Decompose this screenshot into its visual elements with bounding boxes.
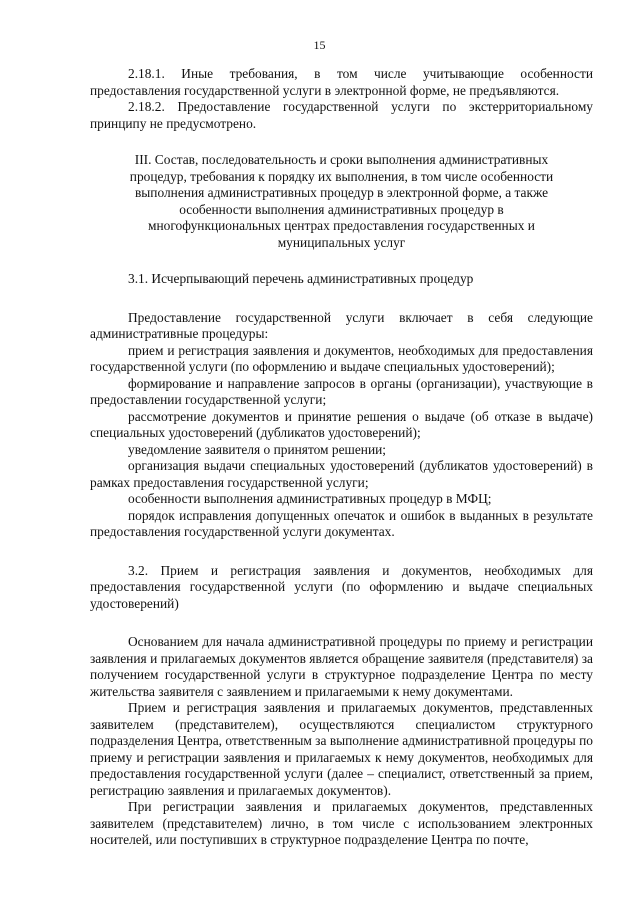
procedure-item: особенности выполнения административных процедур в МФЦ;	[128, 491, 492, 506]
procedure-item: организация выдачи специальных удостоверений (дубликатов удостоверений) в рамках предоставления государственной услуги;	[90, 458, 593, 490]
paragraph-reception: Прием и регистрация заявления и прилагаемых документов, представленных заявителем (представителем), осуществляются специалистом структурного подразделения Центра, ответственным за выполнение административной процедуры по приему и регистрации заявления и прилагаемых к нему документов, необходимых для предоставления государственной услуги (далее – специалист, ответственный за прием, регистрацию заявления и прилагаемых документов).	[90, 700, 593, 798]
paragraph-registration: При регистрации заявления и прилагаемых документов, представленных заявителем (представителем) лично, в том числе с использованием электронных носителей, или поступивших в структурное подразделение Центра по почте,	[90, 799, 593, 847]
procedure-item: формирование и направление запросов в органы (организации), участвующие в предоставлении государственной услуги;	[90, 375, 593, 407]
paragraph-2-18-2: 2.18.2. Предоставление государственной услуги по экстерриториальному принципу не предусмотрено.	[90, 99, 593, 131]
procedure-item: прием и регистрация заявления и документов, необходимых для предоставления государственной услуги (по оформлению и выдаче специальных удостоверений);	[90, 342, 593, 374]
document-body	[90, 66, 593, 849]
paragraph-2-18-1: 2.18.1. Иные требования, в том числе учитывающие особенности предоставления государственной услуги в электронной форме, не предъявляются.	[90, 66, 593, 98]
subsection-heading-3-2: 3.2. Прием и регистрация заявления и документов, необходимых для предоставления государственной услуги (по оформлению и выдаче специальных удостоверений)	[90, 562, 593, 611]
paragraph-basis: Основанием для начала административной процедуры по приему и регистрации заявления и прилагаемых документов является обращение заявителя (представителя) за получением государственной услуги в структурное подразделение Центра по месту жительства заявителя с заявлением и прилагаемыми к нему документами.	[90, 634, 593, 699]
procedure-item: уведомление заявителя о принятом решении;	[128, 441, 386, 457]
section-heading: III. Состав, последовательность и сроки выполнения административных процедур, требования к порядку их выполнения, в том числе особенности выполнения административных процедур в электронной форме, а также особенности выполнения административных процедур в многофункциональных центрах предоставления государственных и муниципальных услуг	[129, 152, 554, 250]
procedures-intro: Предоставление государственной услуги включает в себя следующие административные процедуры:	[90, 309, 593, 341]
procedure-item: рассмотрение документов и принятие решения о выдаче (об отказе в выдаче) специальных удостоверений (дубликатов удостоверений);	[90, 408, 593, 440]
subsection-heading-3-1: 3.1. Исчерпывающий перечень административных процедур	[128, 271, 474, 286]
page-number: 15	[313, 38, 326, 52]
procedure-item: порядок исправления допущенных опечаток и ошибок в выданных в результате предоставления государственной услуги документах.	[90, 507, 593, 539]
